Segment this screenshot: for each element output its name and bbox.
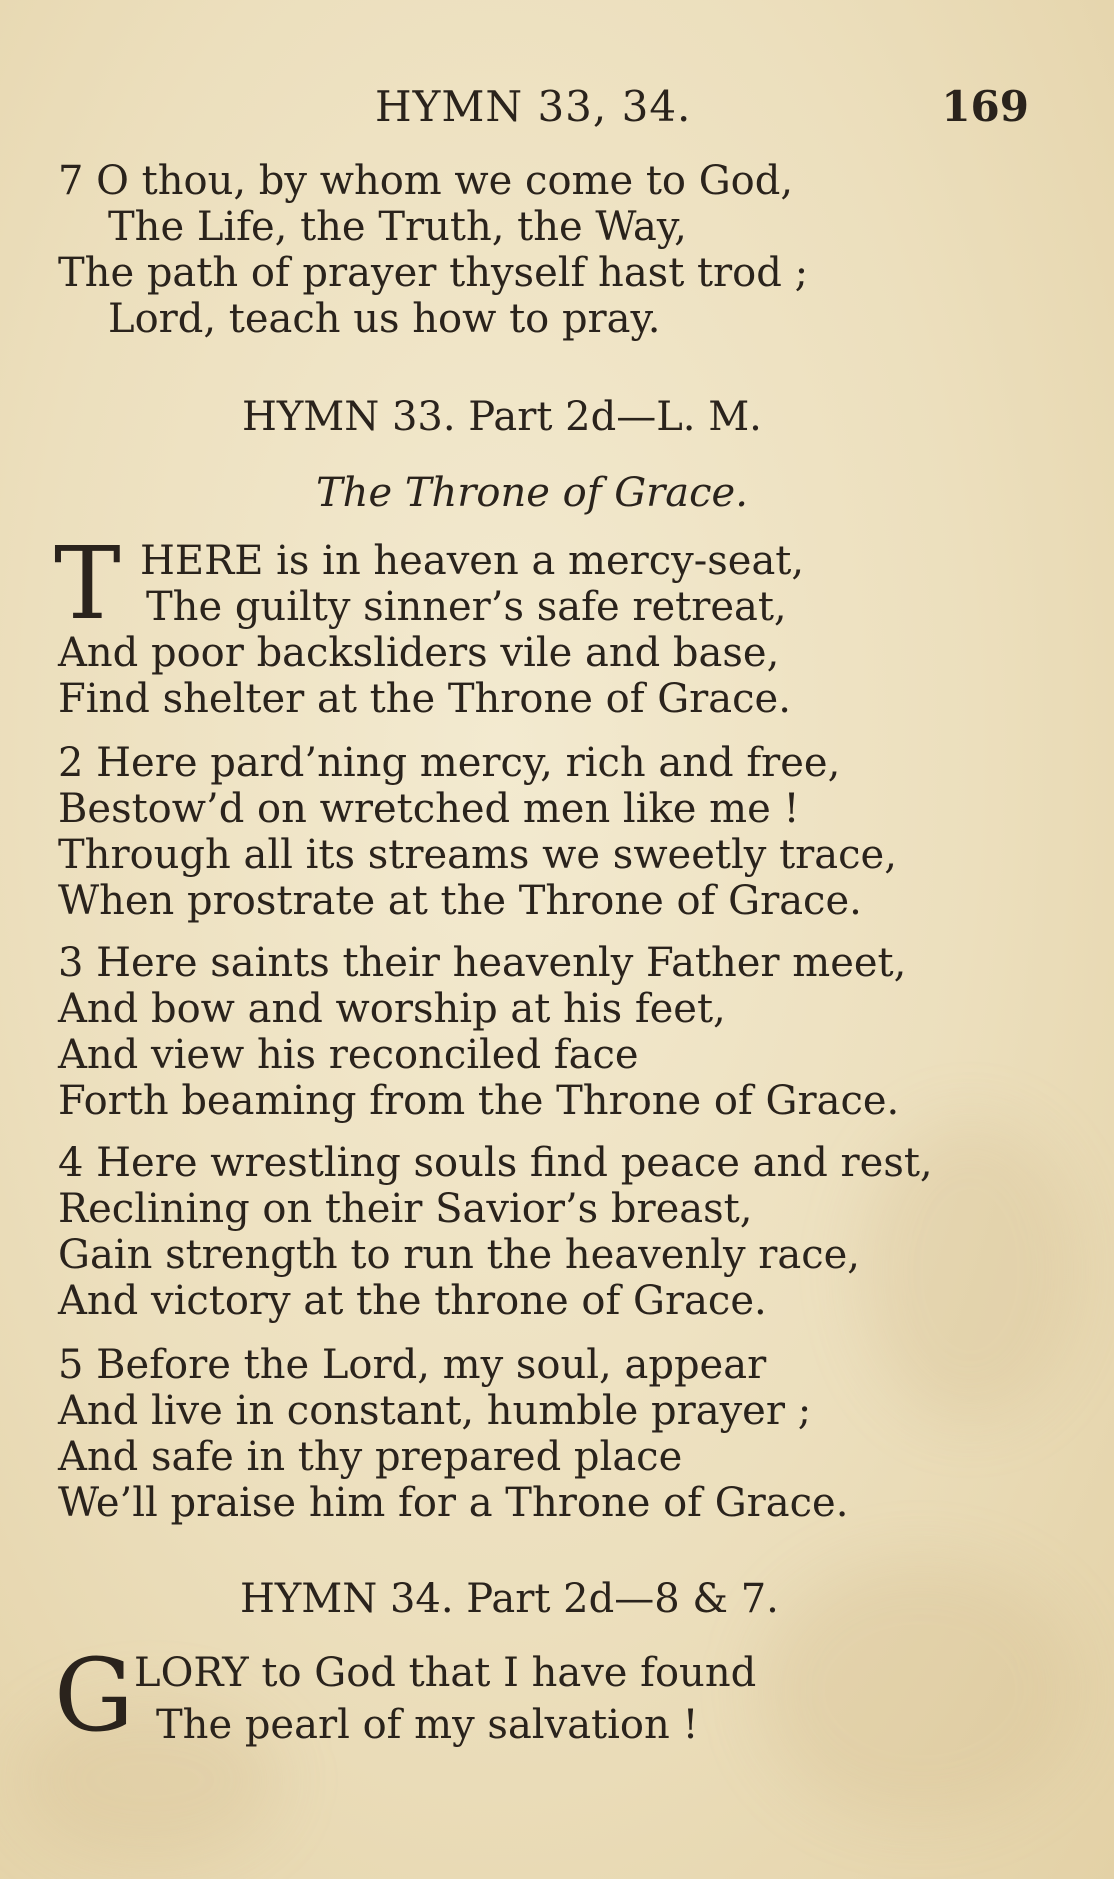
hymn-heading: HYMN 34. Part 2d—8 & 7. [240, 1576, 779, 1622]
verse-line: 7 O thou, by whom we come to God, [58, 158, 794, 204]
page-header [0, 82, 1114, 142]
verse-line: And safe in thy prepared place [58, 1434, 683, 1480]
verse-line: 3 Here saints their heavenly Father meet, [58, 940, 907, 986]
verse-line: And view his reconciled face [58, 1032, 639, 1078]
verse-line: The path of prayer thyself hast trod ; [58, 250, 809, 296]
running-title: HYMN 33, 34. [375, 82, 692, 131]
verse-line: 4 Here wrestling souls find peace and rest, [58, 1140, 933, 1186]
hymn-heading: HYMN 33. Part 2d—L. M. [242, 394, 762, 440]
verse-line: And poor backsliders vile and base, [58, 630, 780, 676]
verse-line: LORY to God that I have found [134, 1650, 757, 1696]
drop-cap: G [54, 1637, 134, 1754]
paper-stain [760, 1560, 1080, 1820]
page-number: 169 [941, 82, 1029, 131]
drop-cap: T [54, 525, 121, 642]
verse-line: 5 Before the Lord, my soul, appear [58, 1342, 767, 1388]
verse-line: HERE is in heaven a mercy-seat, [140, 538, 805, 584]
verse-line: And live in constant, humble prayer ; [58, 1388, 812, 1434]
verse-line: Gain strength to run the heavenly race, [58, 1232, 861, 1278]
verse-line: And bow and worship at his feet, [58, 986, 726, 1032]
verse-line: The guilty sinner’s safe retreat, [146, 584, 787, 630]
hymn-subtitle: The Throne of Grace. [316, 470, 748, 516]
verse-line: Forth beaming from the Throne of Grace. [58, 1078, 900, 1124]
verse-line: Find shelter at the Throne of Grace. [58, 676, 791, 722]
verse-line: Reclining on their Savior’s breast, [58, 1186, 753, 1232]
verse-line: Lord, teach us how to pray. [108, 296, 661, 342]
verse-line: When prostrate at the Throne of Grace. [58, 878, 862, 924]
verse-line: We’ll praise him for a Throne of Grace. [58, 1480, 849, 1526]
verse-line: Through all its streams we sweetly trace, [58, 832, 897, 878]
verse-line: Bestow’d on wretched men like me ! [58, 786, 800, 832]
verse-line: 2 Here pard’ning mercy, rich and free, [58, 740, 841, 786]
verse-line: And victory at the throne of Grace. [58, 1278, 767, 1324]
verse-line: The Life, the Truth, the Way, [108, 204, 687, 250]
verse-line: The pearl of my salvation ! [156, 1702, 699, 1748]
